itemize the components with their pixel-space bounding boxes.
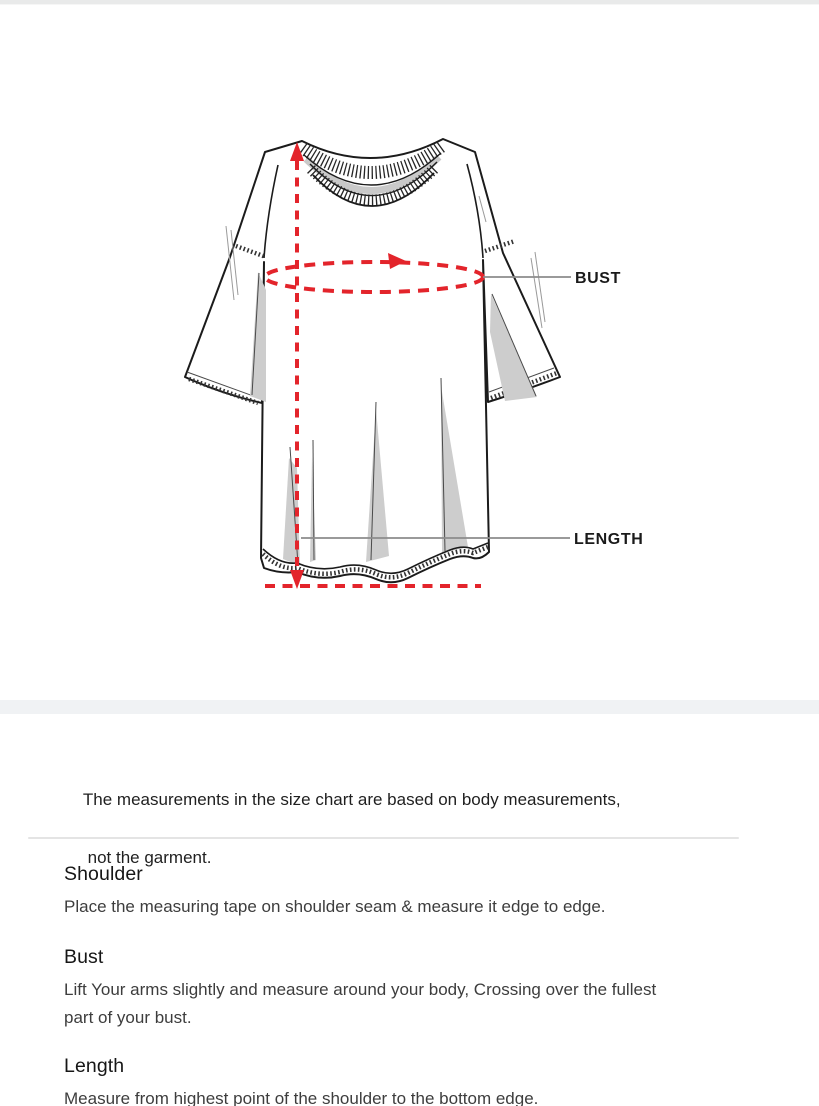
sketch-line bbox=[535, 252, 545, 322]
shoulder-heading: Shoulder bbox=[64, 863, 143, 885]
section-length bbox=[64, 1054, 764, 1106]
section-bust bbox=[64, 945, 764, 1032]
section-divider-band bbox=[0, 700, 819, 714]
length-label: LENGTH bbox=[574, 531, 644, 548]
bust-description-line-1: Lift Your arms slightly and measure around your body, Crossing over the fullest bbox=[64, 980, 657, 999]
section-shoulder bbox=[64, 862, 764, 921]
content-divider bbox=[28, 837, 739, 839]
length-description: Measure from highest point of the shoulder to the bottom edge. bbox=[64, 1089, 539, 1106]
shoulder-description: Place the measuring tape on shoulder seam & measure it edge to edge. bbox=[64, 897, 606, 916]
length-heading: Length bbox=[64, 1055, 125, 1077]
intro-line-1: The measurements in the size chart are based on body measurements, bbox=[82, 790, 621, 809]
tshirt-flat-drawing bbox=[185, 139, 560, 582]
intro-line-2: not the garment. bbox=[82, 848, 212, 867]
bust-description-line-2: part of your bust. bbox=[64, 1008, 192, 1027]
bust-heading: Bust bbox=[64, 946, 104, 968]
bust-label: BUST bbox=[575, 270, 621, 287]
